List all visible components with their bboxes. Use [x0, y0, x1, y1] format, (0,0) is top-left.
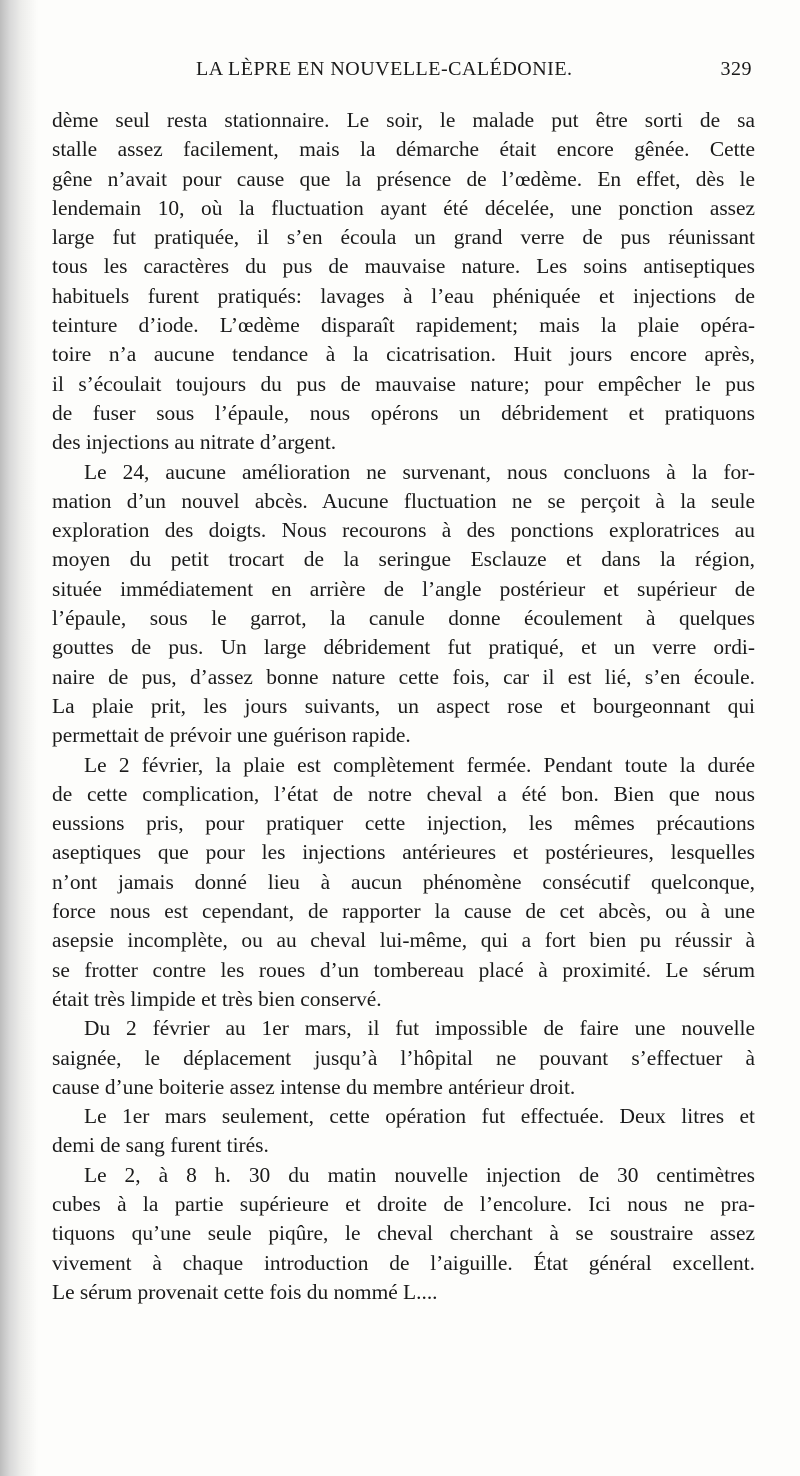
binding-shadow: [0, 0, 38, 1476]
text-line: saignée, le déplacement jusqu’à l’hôpital ne pouvant s’effectuer à: [52, 1045, 755, 1070]
text-line: était très limpide et très bien conservé.: [52, 986, 382, 1011]
text-line: force nous est cependant, de rapporter la cause de cet abcès, ou à une: [52, 899, 755, 924]
text-line: de fuser sous l’épaule, nous opérons un débridement et pratiquons: [52, 400, 755, 425]
text-line: stalle assez facilement, mais la démarche était encore gênée. Cette: [52, 137, 755, 162]
body-text: [52, 106, 755, 1307]
text-line: Le sérum provenait cette fois du nommé L....: [52, 1279, 438, 1304]
text-line: cubes à la partie supérieure et droite de l’encolure. Ici nous ne pra-: [52, 1191, 755, 1216]
text-line: naire de pus, d’assez bonne nature cette fois, car il est lié, s’en écoule.: [52, 664, 755, 689]
text-line: toire n’a aucune tendance à la cicatrisation. Huit jours encore après,: [52, 342, 755, 367]
paragraph: [52, 751, 755, 1015]
text-line: n’ont jamais donné lieu à aucun phénomène consécutif quelconque,: [52, 869, 755, 894]
text-line: Le 2, à 8 h. 30 du matin nouvelle injection de 30 centimètres: [84, 1162, 755, 1187]
text-line: mation d’un nouvel abcès. Aucune fluctuation ne se perçoit à la seule: [52, 488, 755, 513]
page-header: [196, 58, 756, 90]
text-line: il s’écoulait toujours du pus de mauvaise nature; pour empêcher le pus: [52, 371, 755, 396]
text-line: gouttes de pus. Un large débridement fut pratiqué, et un verre ordi-: [52, 635, 755, 660]
page-number: 329: [720, 58, 752, 80]
text-line: large fut pratiquée, il s’en écoula un grand verre de pus réunissant: [52, 225, 755, 250]
text-line: lendemain 10, où la fluctuation ayant été décelée, une ponction assez: [52, 195, 755, 220]
text-line: exploration des doigts. Nous recourons à des ponctions exploratrices au: [52, 518, 755, 543]
paragraph: [52, 1102, 755, 1161]
text-line: tiquons qu’une seule piqûre, le cheval cherchant à se soustraire assez: [52, 1221, 755, 1246]
text-line: gêne n’avait pour cause que la présence de l’œdème. En effet, dès le: [52, 166, 755, 191]
paragraph: [52, 1014, 755, 1102]
text-line: moyen du petit trocart de la seringue Esclauze et dans la région,: [52, 547, 755, 572]
text-line: tous les caractères du pus de mauvaise nature. Les soins antiseptiques: [52, 254, 755, 279]
text-line: habituels furent pratiqués: lavages à l’eau phéniquée et injections de: [52, 283, 755, 308]
text-line: l’épaule, sous le garrot, la canule donne écoulement à quelques: [52, 606, 755, 631]
text-line: Le 1er mars seulement, cette opération fut effectuée. Deux litres et: [84, 1104, 755, 1129]
text-line: Le 2 février, la plaie est complètement fermée. Pendant toute la durée: [84, 752, 755, 777]
text-line: La plaie prit, les jours suivants, un aspect rose et bourgeonnant qui: [52, 693, 755, 718]
text-line: Le 24, aucune amélioration ne survenant, nous concluons à la for-: [84, 459, 755, 484]
running-title: LA LÈPRE EN NOUVELLE-CALÉDONIE.: [196, 58, 573, 80]
text-line: de cette complication, l’état de notre cheval a été bon. Bien que nous: [52, 781, 755, 806]
text-line: permettait de prévoir une guérison rapide.: [52, 723, 411, 748]
text-line: se frotter contre les roues d’un tombereau placé à proximité. Le sérum: [52, 957, 755, 982]
text-line: asepsie incomplète, ou au cheval lui-même, qui a fort bien pu réussir à: [52, 928, 755, 953]
text-line: eussions pris, pour pratiquer cette injection, les mêmes précautions: [52, 811, 755, 836]
text-line: teinture d’iode. L’œdème disparaît rapidement; mais la plaie opéra-: [52, 313, 755, 338]
text-line: dème seul resta stationnaire. Le soir, le malade put être sorti de sa: [52, 108, 755, 132]
paragraph: [52, 1161, 755, 1307]
paragraph: [52, 458, 755, 751]
text-line: aseptiques que pour les injections antérieures et postérieures, lesquelles: [52, 840, 755, 865]
text-line: située immédiatement en arrière de l’angle postérieur et supérieur de: [52, 576, 755, 601]
text-line: Du 2 février au 1er mars, il fut impossible de faire une nouvelle: [84, 1016, 755, 1041]
text-line: demi de sang furent tirés.: [52, 1133, 269, 1158]
text-line: des injections au nitrate d’argent.: [52, 430, 337, 455]
paragraph: [52, 106, 755, 458]
text-line: cause d’une boiterie assez intense du membre antérieur droit.: [52, 1074, 576, 1099]
text-line: vivement à chaque introduction de l’aiguille. État général excellent.: [52, 1250, 755, 1275]
